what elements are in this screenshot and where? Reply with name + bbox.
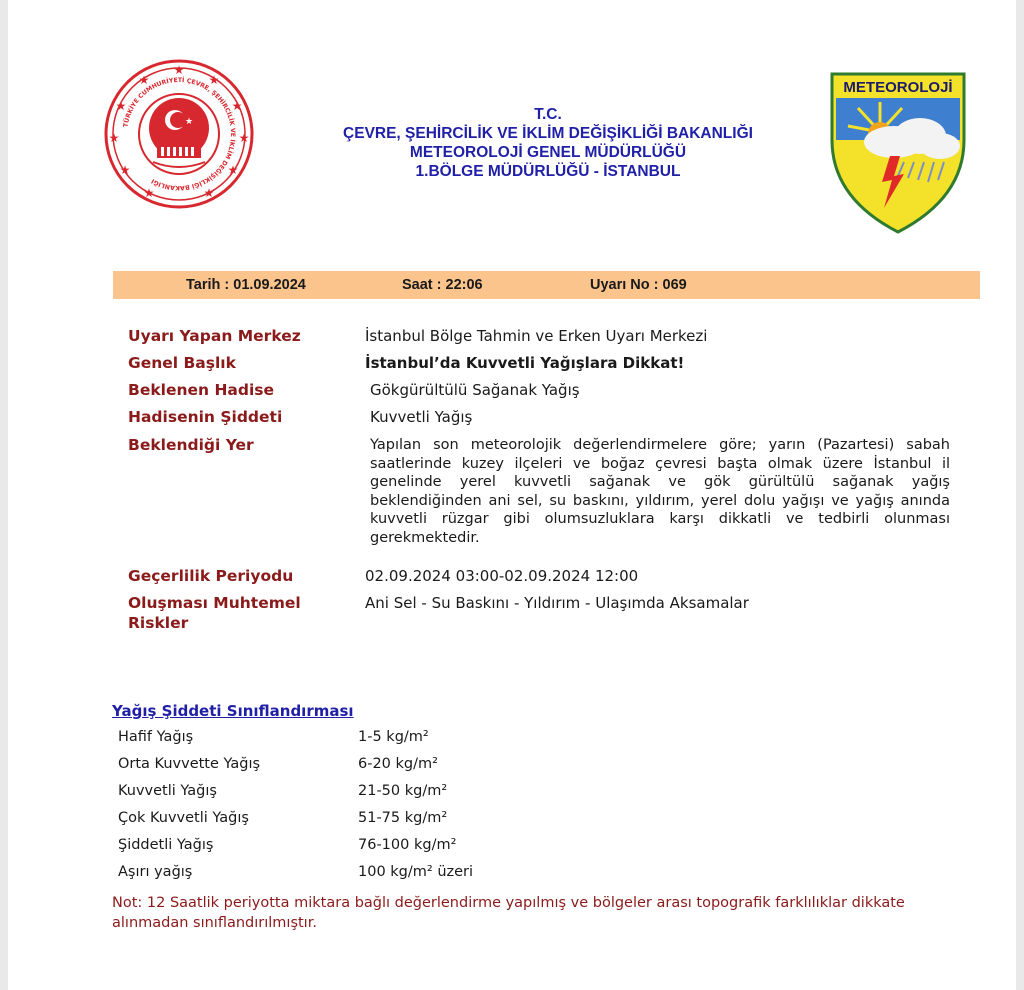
classification-value: 100 kg/m² üzeri (358, 864, 474, 880)
date-field: Tarih : 01.09.2024 (186, 277, 306, 293)
classification-value: 21-50 kg/m² (358, 783, 448, 799)
classification-row (118, 837, 618, 859)
validity-label: Geçerlilik Periyodu (128, 567, 294, 585)
event-value: Gökgürültülü Sağanak Yağış (370, 381, 580, 399)
document-header (258, 105, 838, 181)
classification-value: 51-75 kg/m² (358, 810, 448, 826)
classification-note: Not: 12 Saatlik periyotta miktara bağlı değerlendirme yapılmış ve bölgeler arası topografik farklılıklar dikkate alınmadan sınıflandırılmıştır. (112, 895, 905, 931)
classification-name: Şiddetli Yağış (118, 837, 214, 853)
title-value: İstanbul’da Kuvvetli Yağışlara Dikkat! (365, 354, 685, 372)
warning-info-bar (113, 271, 980, 299)
header-tc: T.C. (534, 106, 562, 123)
severity-value: Kuvvetli Yağış (370, 408, 473, 426)
header-directorate: METEOROLOJİ GENEL MÜDÜRLÜĞÜ (409, 144, 687, 161)
classification-title: Yağış Şiddeti Sınıflandırması (112, 702, 354, 720)
svg-text:TÜRKİYE CUMHURİYETİ ÇEVRE, ŞEH: TÜRKİYE CUMHURİYETİ ÇEVRE, ŞEHİRCİLİK VE İKLİM DEĞİŞİKLİĞİ BAKANLIĞI (122, 76, 237, 192)
risks-label-line1: Oluşması Muhtemel (128, 594, 301, 612)
warning-document (8, 0, 1016, 990)
validity-value: 02.09.2024 03:00-02.09.2024 12:00 (365, 567, 639, 585)
svg-text:★: ★ (119, 163, 131, 177)
svg-text:★: ★ (115, 99, 127, 113)
classification-name: Orta Kuvvette Yağış (118, 756, 261, 772)
title-label: Genel Başlık (128, 354, 236, 372)
svg-text:★: ★ (203, 186, 215, 200)
severity-label: Hadisenin Şiddeti (128, 408, 283, 426)
svg-text:★: ★ (173, 63, 185, 77)
classification-row (118, 783, 618, 805)
svg-text:★: ★ (208, 73, 220, 87)
header-region: 1.BÖLGE MÜDÜRLÜĞÜ - İSTANBUL (415, 163, 681, 180)
svg-text:★: ★ (227, 163, 239, 177)
time-field: Saat : 22:06 (402, 277, 483, 293)
svg-text:METEOROLOJİ: METEOROLOJİ (843, 79, 953, 96)
svg-text:★: ★ (138, 73, 150, 87)
svg-text:★: ★ (108, 131, 120, 145)
classification-name: Aşırı yağış (118, 864, 193, 880)
center-label: Uyarı Yapan Merkez (128, 327, 301, 345)
risks-value: Ani Sel - Su Baskını - Yıldırım - Ulaşımda Aksamalar (365, 594, 749, 612)
classification-name: Çok Kuvvetli Yağış (118, 810, 249, 826)
classification-value: 1-5 kg/m² (358, 729, 429, 745)
header-ministry: ÇEVRE, ŞEHİRCİLİK VE İKLİM DEĞİŞİKLİĞİ BAKANLIĞI (343, 125, 753, 142)
svg-text:★: ★ (238, 131, 250, 145)
classification-value: 76-100 kg/m² (358, 837, 457, 853)
classification-row (118, 756, 618, 778)
svg-text:★: ★ (143, 186, 155, 200)
classification-row (118, 810, 618, 832)
classification-value: 6-20 kg/m² (358, 756, 438, 772)
svg-text:★: ★ (184, 117, 194, 127)
warning-number-field: Uyarı No : 069 (590, 277, 687, 293)
risks-label-line2: Riskler (128, 614, 189, 632)
place-description: Yapılan son meteorolojik değerlendirmelere göre; yarın (Pazartesi) sabah saatlerinde kuzey ilçeleri ve boğaz çevresi başta olmak üzere İstanbul il genelinde yerel kuvvetli sağanak ve gök gürültülü sağanak yağış beklendiğinden ani sel, su baskını, yıldırım, yerel dolu yağışı ve yağış anında kuvvetli rüzgar gibi olumsuzluklara karşı dikkatli ve tedbirli olunması gerekmektedir. (370, 437, 950, 546)
classification-row (118, 729, 618, 751)
classification-name: Kuvvetli Yağış (118, 783, 217, 799)
event-label: Beklenen Hadise (128, 381, 275, 399)
classification-row (118, 864, 618, 886)
svg-text:★: ★ (231, 99, 243, 113)
center-value: İstanbul Bölge Tahmin ve Erken Uyarı Merkezi (365, 327, 708, 345)
meteoroloji-logo-icon (828, 70, 968, 236)
classification-name: Hafif Yağış (118, 729, 194, 745)
ministry-seal-icon (103, 58, 255, 210)
place-label: Beklendiği Yer (128, 436, 254, 454)
